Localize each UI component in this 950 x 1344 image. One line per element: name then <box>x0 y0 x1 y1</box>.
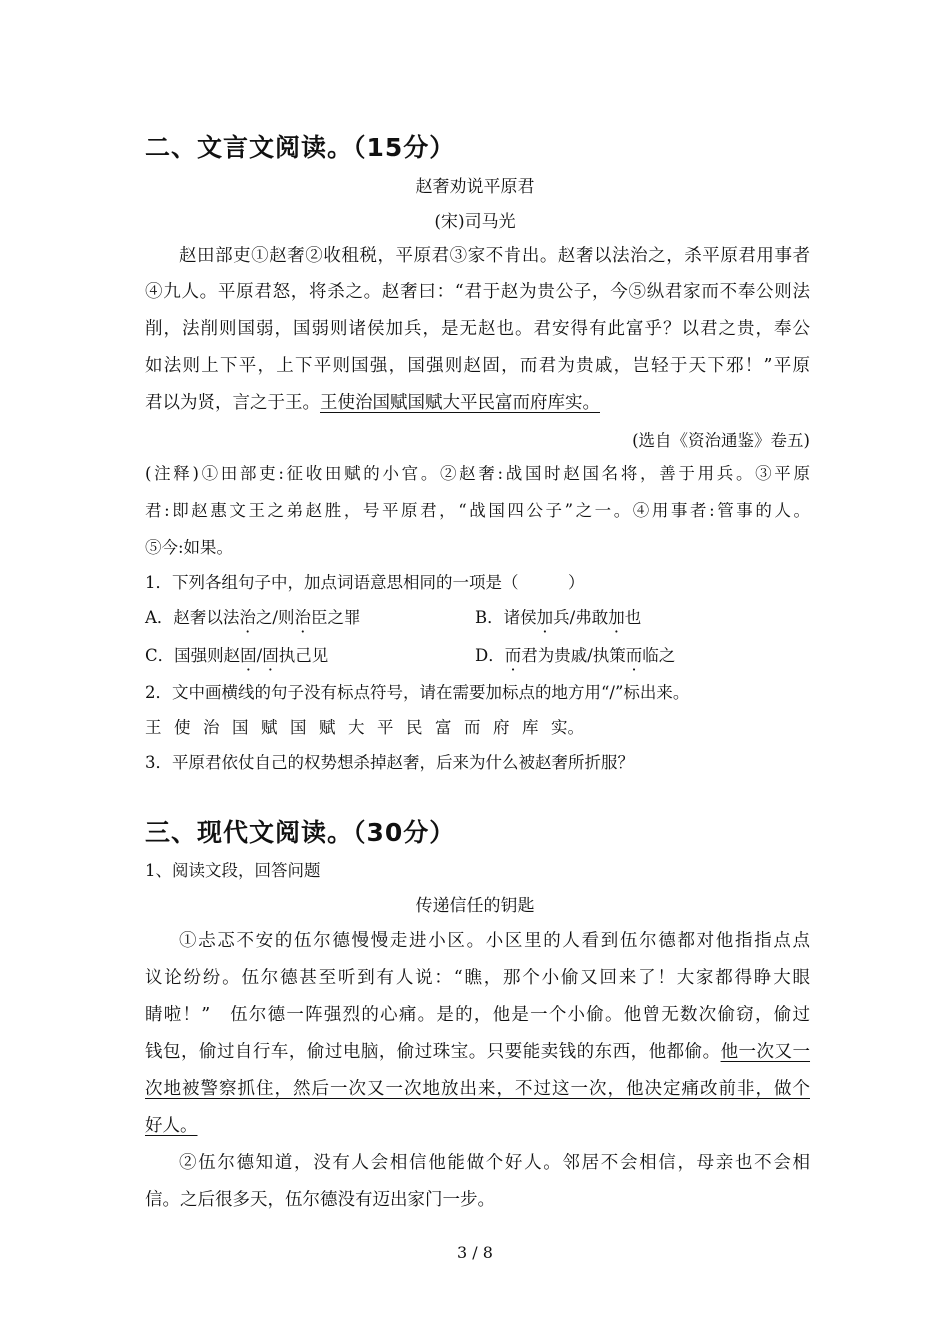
section-2-heading: 二、文言文阅读。（15分） <box>145 133 456 162</box>
passage-line: 睛啦！” 伍尔德一阵强烈的心痛。是的，他是一个小偷。他曾无数次偷窃，偷过 <box>145 1005 810 1025</box>
sentence-char: 国 <box>232 718 249 737</box>
passage-line <box>145 1038 810 1063</box>
sentence-char: 平 <box>377 718 394 737</box>
page-number: 3 / 8 <box>457 1243 493 1262</box>
notes-line: 君:即赵惠文王之弟赵胜，号平原君，“战国四公子”之一。④用事者:管事的人。 <box>145 501 810 520</box>
passage-line: ④九人。平原君怒，将杀之。赵奢曰：“君于赵为贵公子，今⑤纵君家而不奉公则法 <box>145 282 810 302</box>
question-1: 1．下列各组句子中，加点词语意思相同的一项是（ ） <box>145 573 585 592</box>
sentence-char: 府 <box>493 718 510 737</box>
sentence-char: 大 <box>348 718 365 737</box>
underlined-sentence: 王使治国赋国赋大平民富而府库实。 <box>320 393 600 413</box>
passage-line: ①忐忑不安的伍尔德慢慢走进小区。小区里的人看到伍尔德都对他指指点点 <box>179 931 810 951</box>
question-1-options-row <box>145 604 810 628</box>
option-a: A．赵奢以法治之/则治臣之罪 <box>145 608 361 627</box>
question-2: 2．文中画横线的句子没有标点符号，请在需要加标点的地方用“/”标出来。 <box>145 683 690 702</box>
passage-line: 赵田部吏①赵奢②收租税，平原君③家不肯出。赵奢以法治之，杀平原君用事者 <box>179 246 810 266</box>
option-c: C．国强则赵固/固执己见 <box>145 646 329 665</box>
option-d: D．而君为贵戚/执策而临之 <box>475 646 676 665</box>
sentence-char: 赋 <box>319 718 336 737</box>
passage-line: ②伍尔德知道，没有人会相信他能做个好人。邻居不会相信，母亲也不会相 <box>179 1153 810 1173</box>
question-intro: 1、阅读文段，回答问题 <box>145 861 321 880</box>
sentence-char: 富 <box>435 718 452 737</box>
notes-line: (注释)①田部吏:征收田赋的小官。②赵奢:战国时赵国名将，善于用兵。③平原 <box>145 464 810 483</box>
passage-text: 钱包，偷过自行车，偷过电脑，偷过珠宝。只要能卖钱的东西，他都偷。 <box>145 1042 721 1062</box>
sentence-char: 库 <box>522 718 539 737</box>
section-3-heading: 三、现代文阅读。（30分） <box>145 818 456 847</box>
passage-line: 如法则上下平，上下平则国强，国强则赵固，而君为贵戚，岂轻于天下邪！”平原 <box>145 356 810 376</box>
notes-line: ⑤今:如果。 <box>145 538 234 557</box>
passage-line: 削，法削则国弱，国弱则诸侯加兵，是无赵也。君安得有此富乎？以君之贵，奉公 <box>145 319 810 339</box>
passage-title: 传递信任的钥匙 <box>415 896 535 916</box>
sentence-char: 民 <box>406 718 423 737</box>
sentence-char: 王 <box>145 718 162 737</box>
passage-line: 信。之后很多天，伍尔德没有迈出家门一步。 <box>145 1190 495 1210</box>
sentence-char: 赋 <box>261 718 278 737</box>
question-1-options-row <box>145 642 810 666</box>
passage-line-text: 君以为贤，言之于王。 <box>145 393 320 413</box>
underlined-sentence: 他一次又一 <box>720 1042 811 1062</box>
sentence-char: 治 <box>203 718 220 737</box>
underlined-sentence: 次地被警察抓住，然后一次又一次地放出来，不过这一次，他决定痛改前非，做个 <box>145 1079 810 1099</box>
passage-line: 议论纷纷。伍尔德甚至听到有人说：“瞧，那个小偷又回来了！大家都得睁大眼 <box>145 968 810 988</box>
sentence-char: 使 <box>174 718 191 737</box>
option-b: B．诸侯加兵/弗敢加也 <box>475 608 642 627</box>
passage-author: (宋)司马光 <box>434 212 516 232</box>
underlined-sentence: 好人。 <box>145 1116 198 1136</box>
passage-source: (选自《资治通鉴》卷五) <box>632 431 810 450</box>
passage-line <box>145 389 810 414</box>
sentence-char: 而 <box>464 718 481 737</box>
question-2-sentence <box>145 714 810 738</box>
question-3: 3．平原君依仗自己的权势想杀掉赵奢，后来为什么被赵奢所折服？ <box>145 753 634 772</box>
sentence-char: 实。 <box>551 718 584 737</box>
sentence-char: 国 <box>290 718 307 737</box>
passage-title: 赵奢劝说平原君 <box>415 177 535 197</box>
